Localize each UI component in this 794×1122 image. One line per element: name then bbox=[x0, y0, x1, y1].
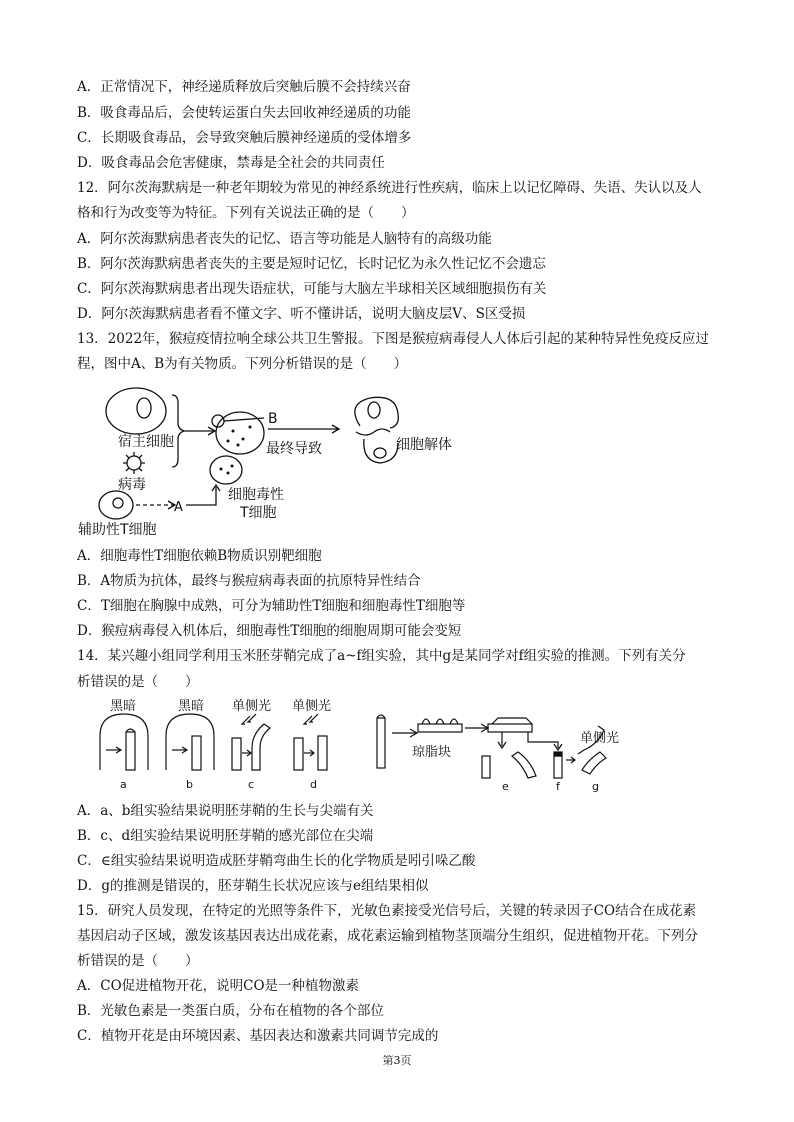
q13-option-d: D．猴痘病毒侵入机体后，细胞毒性T细胞的细胞周期可能会变短 bbox=[77, 623, 462, 639]
q15-stem-line1: 15．研究人员发现，在特定的光照等条件下，光敏色素接受光信号后，关键的转录因子CO结合在成花素 bbox=[77, 903, 697, 919]
q13-option-b: B．A物质为抗体，最终与猴痘病毒表面的抗原特异性结合 bbox=[77, 573, 421, 589]
q15-stem-line2: 基因启动子区域，激发该基因表达出成花素，成花素运输到植物茎顶端分生组织，促进植物开花。下列分 bbox=[77, 928, 698, 944]
label-final-result: 最终导致 bbox=[266, 441, 322, 457]
q12-option-c: C．阿尔茨海默病患者出现失语症状，可能与大脑左半球相关区域细胞损伤有关 bbox=[77, 281, 547, 297]
q15-option-b: B．光敏色素是一类蛋白质，分布在植物的各个部位 bbox=[77, 1003, 384, 1019]
page-number: 第3页 bbox=[382, 1054, 412, 1067]
q14-stem-line2: 析错误的是（ ） bbox=[77, 674, 199, 690]
q12-option-d: D．阿尔茨海默病患者看不懂文字、听不懂讲话，说明大脑皮层V、S区受损 bbox=[77, 306, 526, 322]
label-agar: 琼脂块 bbox=[412, 745, 452, 760]
q11-option-a: A．正常情况下，神经递质释放后突触后膜不会持续兴奋 bbox=[77, 79, 411, 95]
label-d: d bbox=[310, 778, 317, 791]
q11-option-d: D．吸食毒品会危害健康，禁毒是全社会的共同责任 bbox=[77, 155, 385, 171]
q15-stem-line3: 析错误的是（ ） bbox=[77, 953, 199, 969]
q13-option-a: A．细胞毒性T细胞依赖B物质识别靶细胞 bbox=[77, 548, 322, 564]
q14-option-b: B．c、d组实验结果说明胚芽鞘的感光部位在尖端 bbox=[77, 828, 374, 844]
q13-option-c: C．T细胞在胸腺中成熟，可分为辅助性T细胞和细胞毒性T细胞等 bbox=[77, 598, 466, 614]
label-host-cell: 宿主细胞 bbox=[118, 434, 174, 450]
label-a: a bbox=[120, 778, 127, 791]
q14-option-d: D．g的推测是错误的，胚芽鞘生长状况应该与e组结果相似 bbox=[77, 878, 429, 894]
label-light-c: 单侧光 bbox=[232, 699, 272, 714]
q12-option-a: A．阿尔茨海默病患者丧失的记忆、语言等功能是人脑特有的高级功能 bbox=[77, 231, 492, 247]
q11-option-b: B．吸食毒品后，会使转运蛋白失去回收神经递质的功能 bbox=[77, 105, 411, 121]
label-b: b bbox=[186, 778, 193, 791]
label-e: e bbox=[502, 780, 509, 793]
label-g: g bbox=[592, 780, 599, 793]
q15-option-a: A．CO促进植物开花，说明CO是一种植物激素 bbox=[77, 978, 360, 994]
q12-option-b: B．阿尔茨海默病患者丧失的主要是短时记忆，长时记忆为永久性记忆不会遗忘 bbox=[77, 256, 546, 272]
label-light-f: 单侧光 bbox=[580, 731, 620, 746]
q11-option-c: C．长期吸食毒品，会导致突触后膜神经递质的受体增多 bbox=[77, 130, 412, 146]
label-light-d: 单侧光 bbox=[292, 699, 332, 714]
q13-stem-line2: 程，图中A、B为有关物质。下列分析错误的是（ ） bbox=[77, 356, 408, 372]
label-cell-lysis: 细胞解体 bbox=[396, 437, 452, 453]
q12-stem-line1: 12．阿尔茨海默病是一种老年期较为常见的神经系统进行性疾病，临床上以记忆障碍、失语、失认以及人 bbox=[77, 180, 702, 196]
label-dark-a: 黑暗 bbox=[110, 699, 137, 714]
q14-option-c: C．∈组实验结果说明造成胚芽鞘弯曲生长的化学物质是吲引哚乙酸 bbox=[77, 853, 476, 869]
immune-response-diagram bbox=[78, 381, 478, 541]
label-a: A bbox=[174, 500, 183, 515]
label-b: B bbox=[268, 411, 278, 427]
q14-stem-line1: 14．某兴趣小组同学利用玉米胚芽鞘完成了a~f组实验，其中g是某同学对f组实验的推测。下列有关分 bbox=[77, 648, 686, 664]
coleoptile-experiment-diagram bbox=[92, 698, 652, 798]
label-cytotoxic-t-1: 细胞毒性 bbox=[228, 487, 284, 503]
q12-stem-line2: 格和行为改变等为特征。下列有关说法正确的是（ ） bbox=[77, 205, 415, 221]
q13-stem-line1: 13．2022年，猴痘疫情拉响全球公共卫生警报。下图是猴痘病毒侵人人体后引起的某种特异性免疫反应过 bbox=[77, 331, 710, 347]
label-c: c bbox=[248, 778, 255, 791]
q14-option-a: A．a、b组实验结果说明胚芽鞘的生长与尖端有关 bbox=[77, 803, 374, 819]
label-f: f bbox=[556, 780, 560, 793]
label-dark-b: 黑暗 bbox=[178, 699, 205, 714]
label-cytotoxic-t-2: T细胞 bbox=[240, 505, 277, 521]
q15-option-c: C．植物开花是由环境因素、基因表达和激素共同调节完成的 bbox=[77, 1028, 439, 1044]
label-helper-t: 辅助性T细胞 bbox=[78, 522, 157, 538]
label-virus: 病毒 bbox=[118, 477, 146, 493]
